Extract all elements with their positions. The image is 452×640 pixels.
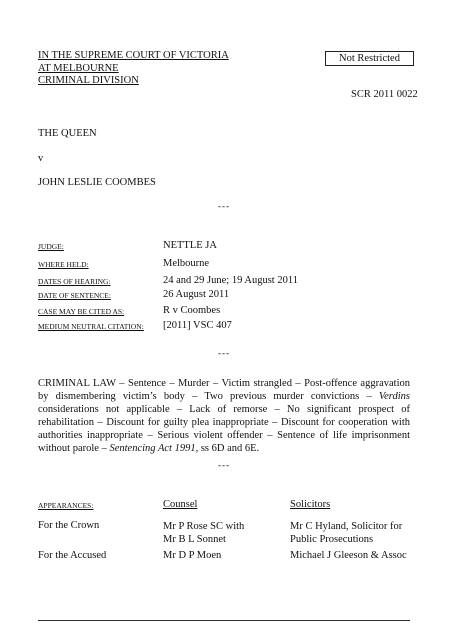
accused-party: For the Accused (38, 550, 107, 561)
accused-counsel: Mr D P Moen (163, 550, 222, 561)
accused-solicitor: Michael J Gleeson & Assoc (290, 550, 407, 561)
dates-of-hearing-label: DATES OF HEARING: (38, 277, 111, 286)
dates-of-hearing-value: 24 and 29 June; 19 August 2011 (163, 275, 298, 286)
date-of-sentence-value: 26 August 2011 (163, 289, 230, 300)
separator-1: --- (218, 201, 230, 211)
court-line-1: IN THE SUPREME COURT OF VICTORIA (38, 50, 229, 61)
case-number: SCR 2011 0022 (351, 89, 418, 100)
restriction-box: Not Restricted (325, 51, 414, 66)
neutral-citation-label: MEDIUM NEUTRAL CITATION: (38, 322, 144, 331)
versus: v (38, 153, 44, 164)
summary-text-3: , ss 6D and 6E. (195, 443, 260, 454)
judge-value: NETTLE JA (163, 240, 217, 251)
where-held-label: WHERE HELD: (38, 260, 89, 269)
summary-text-1: CRIMINAL LAW – Sentence – Murder – Victim strangled – Post-offence aggravation by dismembering victim’s body – Two previous murder convictions – (38, 378, 410, 402)
where-held-value: Melbourne (163, 258, 210, 269)
case-cited-as-label: CASE MAY BE CITED AS: (38, 307, 125, 316)
footer-divider (38, 620, 410, 621)
crown-counsel-line-2: Mr B L Sonnet (163, 534, 226, 545)
appearances-label: APPEARANCES: (38, 501, 94, 510)
summary-italic-verdins: Verdins (378, 391, 410, 402)
defendant: JOHN LESLIE COOMBES (38, 177, 156, 188)
judge-label: JUDGE: (38, 242, 64, 251)
court-line-2: AT MELBOURNE (38, 62, 119, 74)
neutral-citation-value: [2011] VSC 407 (163, 320, 232, 331)
crown-solicitor-line-2: Public Prosecutions (290, 534, 374, 545)
separator-2: --- (218, 348, 230, 358)
crown-counsel (163, 520, 244, 546)
case-cited-as-value: R v Coombes (163, 305, 221, 316)
counsel-heading: Counsel (163, 499, 198, 510)
catchwords-summary (38, 377, 410, 455)
crown-counsel-line-1: Mr P Rose SC with (163, 521, 245, 532)
crown-party: For the Crown (38, 520, 100, 531)
court-heading (38, 50, 229, 88)
date-of-sentence-label: DATE OF SENTENCE: (38, 291, 111, 300)
crown-solicitor-line-1: Mr C Hyland, Solicitor for (290, 521, 403, 532)
court-line-3: CRIMINAL DIVISION (38, 75, 139, 86)
crown-solicitor (290, 520, 402, 546)
summary-italic-act: Sentencing Act 1991 (109, 443, 196, 454)
plaintiff: THE QUEEN (38, 128, 97, 139)
solicitors-heading: Solicitors (290, 499, 331, 510)
summary-text-2: considerations not applicable – Lack of remorse – No significant prospect of rehabilitation – Discount for guilty plea inappropriate – Discount for cooperation with authorities inappropriate – Serious violent offender – Sentence of life imprisonment without parole – (38, 404, 410, 454)
separator-3: --- (218, 460, 230, 470)
